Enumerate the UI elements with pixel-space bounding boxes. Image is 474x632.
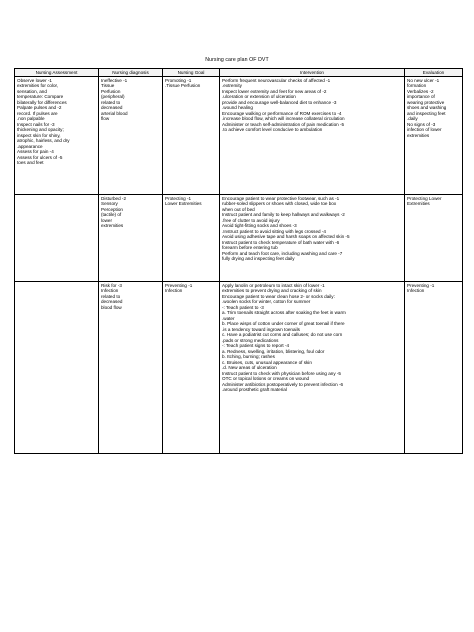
cell-text-line: Encourage walking or performance of ROM exercises to -4 <box>222 110 342 116</box>
cell-text-line: Risk for -3 <box>101 282 122 288</box>
cell-text-line: provide and encourage well-balanced diet to enhance -3 <box>222 99 337 105</box>
cell-text-line: Instruct patient to check with physician before using any -5 <box>222 370 341 376</box>
cell-text-line: Administer antibiotics postoperatively to prevent infection -6 <box>222 381 344 387</box>
cell-text-line: Assess for ulcers of -5 <box>17 154 63 160</box>
evaluation-cell <box>405 281 463 453</box>
header-intervention: Intervention <box>220 69 405 77</box>
cell-text-line: Infection <box>101 288 119 293</box>
cell-text-line: Extremities <box>407 201 430 206</box>
cell-text-line: Sensory <box>101 201 118 206</box>
cell-text-line: OTC or topical lotions or creams on wound <box>222 376 310 381</box>
diagnosis-cell <box>99 281 163 453</box>
goal-cell <box>163 76 220 194</box>
cell-text-line: Tissue <box>101 83 115 88</box>
cell-text-line: extremities to prevent drying and cracking of skin <box>222 288 322 293</box>
page-title: Nursing care plan OF DVT <box>205 57 269 63</box>
cell-text-line: extremities for color, <box>17 83 59 88</box>
cell-text-line: Lower Extremities <box>165 201 202 206</box>
cell-text-line: related to <box>101 293 121 299</box>
cell-text-line: related to <box>101 99 121 105</box>
cell-text-line: Perform and teach foot care, including washing and care -7 <box>222 250 343 256</box>
cell-text-line: Instruct patient and family to keep hallways and walkways -2 <box>222 212 345 217</box>
cell-text-line: Perfusion <box>101 88 121 94</box>
cell-text-line: Inspect nails for -3 <box>17 121 55 127</box>
cell-text-line: Verbalizes -2 <box>407 88 434 94</box>
cell-text-line: importance of <box>407 94 435 99</box>
cell-text-line: .is a tendency toward ingrown toenails <box>222 326 300 332</box>
cell-text-line: extremities <box>101 223 124 228</box>
cell-text-line: .increase blood flow, which will increase collateral circulation <box>222 116 345 121</box>
cell-text-line: wearing protective <box>407 99 445 105</box>
cell-text-line: thickening and opacity; <box>17 127 64 132</box>
cell-text-line: c. Bruises, cuts, unusual appearance of skin <box>222 359 312 365</box>
cell-text-line: Encourage patient to wear protective footwear, such as -1 <box>222 195 340 201</box>
cell-text-line: shoes and washing <box>407 105 447 110</box>
cell-text-line: Inspect lower extremity and feet for new areas of -2 <box>222 88 327 94</box>
header-evaluation: Evaluation <box>405 69 463 77</box>
goal-cell <box>163 281 220 453</box>
cell-text-line: inspect skin for shiny, <box>17 132 61 138</box>
cell-text-line: .appearance <box>17 143 43 149</box>
cell-text-line: decreased <box>101 105 123 110</box>
assessment-cell <box>15 76 99 194</box>
cell-text-line: .ulceration or extension of ulceration <box>222 94 296 99</box>
cell-text-line: .to achieve comfort level conducive to ambulation <box>222 127 323 132</box>
goal-cell <box>163 194 220 281</box>
cell-text-line: .water <box>222 315 235 321</box>
cell-text-line: .free of clutter to avoid injury <box>222 217 280 223</box>
cell-text-line: Protecting Lower <box>407 195 442 201</box>
cell-text-line: Avoid tight-fitting socks and shoes -3 <box>222 223 297 228</box>
cell-text-line: a. Redness, swelling, irritation, blistering, foul odor <box>222 348 325 354</box>
cell-text-line: Protecting -1 <box>165 195 192 201</box>
intervention-cell <box>220 76 405 194</box>
header-goal: Nursing Goal <box>163 69 220 77</box>
cell-text-line: .Instruct patient to avoid sitting with legs crossed -4 <box>222 228 326 234</box>
cell-text-line: Preventing -1 <box>165 282 193 288</box>
cell-text-line: Administer or teach self-administration of pain medication -5 <box>222 121 345 127</box>
cell-text-line: .pads or strong medications <box>222 337 279 343</box>
cell-text-line: .woolen socks for winter, cotton for summer <box>222 299 311 304</box>
assessment-cell <box>15 194 99 281</box>
cell-text-line: .Tissue Perfusion <box>165 83 201 88</box>
cell-text-line: arterial blood <box>101 110 128 116</box>
table-row <box>15 281 463 453</box>
intervention-cell <box>220 194 405 281</box>
cell-text-line: temperature: Compare <box>17 94 64 99</box>
cell-text-line: toes and feet <box>17 160 44 165</box>
cell-text-line: infection of lower <box>407 127 442 132</box>
diagnosis-cell <box>99 194 163 281</box>
cell-text-line: .around prosthetic graft material <box>222 387 287 392</box>
cell-text-line: fully drying and inspecting feet daily <box>222 256 295 261</box>
cell-text-line: Disturbed -2 <box>101 195 127 201</box>
cell-text-line: Assess for pain -4 <box>17 149 54 154</box>
cell-text-line: c. Have a podiatrist cut corns and calluses; do not use corn <box>222 332 343 337</box>
cell-text-line: Preventing -1 <box>407 282 435 288</box>
cell-text-line: extremities <box>407 132 430 138</box>
evaluation-cell <box>405 76 463 194</box>
cell-text-line: Infection <box>407 288 425 293</box>
cell-text-line: (tactile) of <box>101 212 122 217</box>
cell-text-line: Perform frequent neurovascular checks of affected -1 <box>222 77 331 83</box>
cell-text-line: (peripheral) <box>101 94 125 99</box>
cell-text-line: Encourage patient to wear clean hose 2- or socks daily: <box>222 293 335 299</box>
intervention-cell <box>220 281 405 453</box>
cell-text-line: forearm before entering tub <box>222 245 278 250</box>
cell-text-line: -: Teach patient signs to report -4 <box>222 343 290 348</box>
cell-text-line: Ineffective -1 <box>101 77 128 83</box>
cell-text-line: -: Teach patient to -3 <box>222 304 264 310</box>
cell-text-line: Apply lanolin or petroleum to intact skin of lower -1 <box>222 282 325 288</box>
header-assessment: Nursing Assessment <box>15 69 99 77</box>
cell-text-line: formation <box>407 83 427 88</box>
cell-text-line: .d. New areas of ulceration <box>222 365 277 370</box>
care-plan-table <box>14 68 463 454</box>
cell-text-line: b. Itching, burning; rashes <box>222 354 275 359</box>
header-diagnosis: Nursing diagnosis <box>99 69 163 77</box>
cell-text-line: and inspecting feet <box>407 110 446 116</box>
cell-text-line: lower <box>101 217 112 223</box>
cell-text-line: .extremity <box>222 83 242 88</box>
assessment-cell <box>15 281 99 453</box>
cell-text-line: .wound healing <box>222 105 253 110</box>
cell-text-line: .daily <box>407 116 418 121</box>
table-row <box>15 76 463 194</box>
cell-text-line: rubber-soled slippers or shoes with closed, wide toe box <box>222 201 337 206</box>
cell-text-line: Avoid using adhesive tape and harsh soaps on affected skin -5 <box>222 234 350 239</box>
cell-text-line: Instruct patient to check temperature of bath water with -6 <box>222 239 340 245</box>
cell-text-line: bilaterally for differences <box>17 99 67 105</box>
cell-text-line: a. Trim toenails straight across after soaking the feet in warm <box>222 310 346 315</box>
table-row <box>15 194 463 281</box>
cell-text-line: Observe lower -1 <box>17 77 52 83</box>
cell-text-line: blood flow <box>101 304 122 310</box>
cell-text-line: No new ulcer -1 <box>407 77 440 83</box>
cell-text-line: atrophic, hairless, and dry <box>17 138 70 143</box>
diagnosis-cell <box>99 76 163 194</box>
cell-text-line: when out of bed <box>222 206 255 212</box>
cell-text-line: Infection <box>165 288 183 293</box>
table-header-row <box>15 69 463 77</box>
cell-text-line: Palpate pulses and -2 <box>17 105 62 110</box>
cell-text-line: flow <box>101 116 110 121</box>
cell-text-line: record. If pulses are <box>17 110 58 116</box>
cell-text-line: No signs of -3 <box>407 121 436 127</box>
cell-text-line: decreased <box>101 299 123 304</box>
cell-text-line: .non palpable <box>17 116 45 121</box>
cell-text-line: Perception <box>101 206 123 212</box>
cell-text-line: b. Place wisps of cotton under corner of great toenail if there <box>222 321 345 326</box>
cell-text-line: Promoting -1 <box>165 77 192 83</box>
evaluation-cell <box>405 194 463 281</box>
cell-text-line: sensation, and <box>17 88 47 94</box>
